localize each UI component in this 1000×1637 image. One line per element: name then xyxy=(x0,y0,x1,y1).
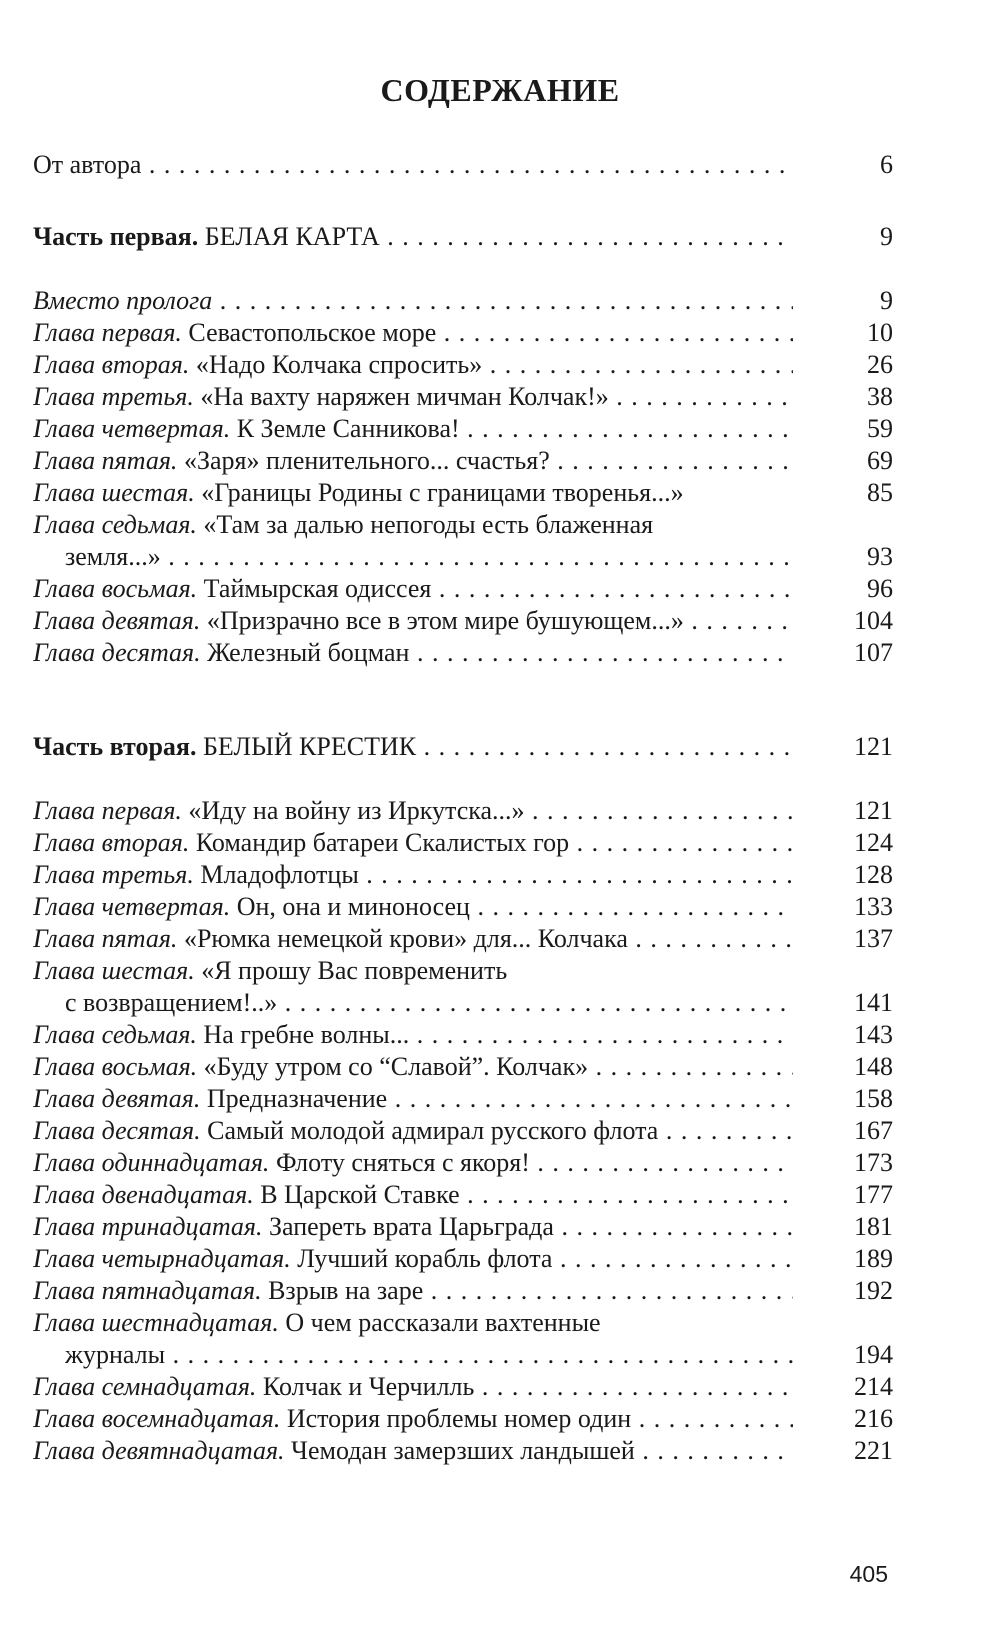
chapter-title: Флоту сняться с якоря! xyxy=(269,1148,530,1177)
chapter-title: земля...» xyxy=(65,542,161,571)
chapter-label: Глава четвертая. xyxy=(33,414,231,443)
page-number: 141 xyxy=(854,988,893,1017)
chapter-title: К Земле Санникова! xyxy=(230,414,460,443)
page-number: 133 xyxy=(854,892,893,921)
page-number: 124 xyxy=(854,828,893,857)
page-number: 85 xyxy=(867,478,893,507)
chapter-label: Глава четвертая. xyxy=(33,892,231,921)
toc-entry xyxy=(33,1434,893,1467)
toc-entry xyxy=(33,890,893,923)
toc-entry xyxy=(33,316,893,349)
chapter-label: Глава седьмая. xyxy=(33,510,197,539)
chapter-title: Самый молодой адмирал русского флота xyxy=(200,1116,659,1145)
toc-entry xyxy=(33,922,893,955)
toc-entry xyxy=(33,1018,893,1051)
toc-entry xyxy=(33,508,893,541)
chapter-title: «Буду утром со “Славой”. Колчак» xyxy=(197,1052,589,1081)
page-number: 216 xyxy=(854,1404,893,1433)
toc-entry xyxy=(33,858,893,891)
page-number: 9 xyxy=(880,222,893,251)
chapter-title: «Заря» пленительного... счастья? xyxy=(177,446,550,475)
page-title: СОДЕРЖАНИЕ xyxy=(380,72,620,108)
page-number: 121 xyxy=(854,796,893,825)
toc-entry xyxy=(33,1274,893,1307)
chapter-label: Глава восьмая. xyxy=(33,1052,198,1081)
part-title: БЕЛАЯ КАРТА xyxy=(198,222,380,251)
chapter-title: Железный боцман xyxy=(200,638,410,667)
toc-part-one xyxy=(33,220,893,253)
page-number: 93 xyxy=(867,542,893,571)
toc-entry-continuation xyxy=(33,986,893,1019)
chapter-title: Младофлотцы xyxy=(193,860,359,889)
page-number: 192 xyxy=(854,1276,893,1305)
chapter-label: Глава семнадцатая. xyxy=(33,1372,257,1401)
page-number: 173 xyxy=(854,1148,893,1177)
chapter-title: «Иду на войну из Иркутска...» xyxy=(181,796,525,825)
toc-entry xyxy=(33,1210,893,1243)
chapter-label: Глава шестая. xyxy=(33,956,195,985)
chapter-label: Глава седьмая. xyxy=(33,1020,197,1049)
chapter-label: Глава тринадцатая. xyxy=(33,1212,263,1241)
chapter-label: Глава первая. xyxy=(33,796,182,825)
part-label: Часть вторая. xyxy=(33,732,197,761)
page-number: 59 xyxy=(867,414,893,443)
chapter-label: Вместо пролога xyxy=(33,286,213,315)
page-number: 38 xyxy=(867,382,893,411)
page-number-footer: 405 xyxy=(849,1561,888,1587)
chapter-label: Глава пятая. xyxy=(33,924,178,953)
page-number: 128 xyxy=(854,860,893,889)
chapter-title: Предназначение xyxy=(200,1084,388,1113)
toc-entry xyxy=(33,1114,893,1147)
chapter-title: Колчак и Черчилль xyxy=(256,1372,475,1401)
chapter-label: Глава десятая. xyxy=(33,638,201,667)
chapter-label: Глава вторая. xyxy=(33,828,190,857)
chapter-title: Севастопольское море xyxy=(181,318,437,347)
chapter-label: Глава шестая. xyxy=(33,478,195,507)
chapter-title: Командир батареи Скалистых гор xyxy=(189,828,570,857)
part-title: БЕЛЫЙ КРЕСТИК xyxy=(196,732,417,761)
chapter-title: Таймырская одиссея xyxy=(197,574,432,603)
chapter-title: Лучший корабль флота xyxy=(290,1244,553,1273)
page-number: 26 xyxy=(867,350,893,379)
chapter-title: журналы xyxy=(65,1340,166,1369)
toc-entry xyxy=(33,794,893,827)
chapter-label: Глава восьмая. xyxy=(33,574,198,603)
chapter-title: Взрыв на заре xyxy=(261,1276,424,1305)
chapter-title: «Границы Родины с границами творенья...» xyxy=(194,478,684,507)
toc-entry xyxy=(33,380,893,413)
chapter-title: О чем рассказали вахтенные xyxy=(278,1308,601,1337)
chapter-label: Глава пятая. xyxy=(33,446,178,475)
chapter-title: «На вахту наряжен мичман Колчак!» xyxy=(193,382,609,411)
toc-entry xyxy=(33,412,893,445)
entry-title: От автора xyxy=(33,150,142,179)
page-number: 214 xyxy=(854,1372,893,1401)
page-number: 167 xyxy=(854,1116,893,1145)
toc-entry xyxy=(33,1402,893,1435)
page-number: 143 xyxy=(854,1020,893,1049)
chapter-label: Глава восемнадцатая. xyxy=(33,1404,281,1433)
toc-entry xyxy=(33,348,893,381)
chapter-label: Глава девятая. xyxy=(33,1084,201,1113)
chapter-label: Глава двенадцатая. xyxy=(33,1180,254,1209)
chapter-label: Глава одиннадцатая. xyxy=(33,1148,270,1177)
page-number: 148 xyxy=(854,1052,893,1081)
toc-entry xyxy=(33,1178,893,1211)
chapter-title: Запереть врата Царьграда xyxy=(262,1212,554,1241)
toc-entry xyxy=(33,572,893,605)
chapter-label: Глава третья. xyxy=(33,860,194,889)
chapter-label: Глава третья. xyxy=(33,382,194,411)
chapter-title: с возвращением!..» xyxy=(65,988,278,1017)
chapter-title: История проблемы номер один xyxy=(280,1404,632,1433)
page-number: 9 xyxy=(880,286,893,315)
chapter-title: В Царской Ставке xyxy=(253,1180,460,1209)
toc-entry-continuation xyxy=(33,1338,893,1371)
toc-entry xyxy=(33,636,893,669)
page-number: 177 xyxy=(854,1180,893,1209)
toc-entry-from-author xyxy=(33,148,893,181)
chapter-label: Глава шестнадцатая. xyxy=(33,1308,279,1337)
page-number: 137 xyxy=(854,924,893,953)
page-number: 69 xyxy=(867,446,893,475)
toc-entry xyxy=(33,284,893,317)
toc-entry xyxy=(33,1306,893,1339)
page-number: 104 xyxy=(854,606,893,635)
toc-entry-continuation xyxy=(33,540,893,573)
chapter-label: Глава четырнадцатая. xyxy=(33,1244,291,1273)
part-label: Часть первая. xyxy=(33,222,199,251)
chapter-title: «Надо Колчака спросить» xyxy=(189,350,483,379)
page-number: 181 xyxy=(854,1212,893,1241)
chapter-label: Глава девятая. xyxy=(33,606,201,635)
toc-entry xyxy=(33,826,893,859)
toc-entry xyxy=(33,1242,893,1275)
chapter-title: «Рюмка немецкой крови» для... Колчака xyxy=(177,924,628,953)
chapter-label: Глава девятнадцатая. xyxy=(33,1436,285,1465)
chapter-label: Глава первая. xyxy=(33,318,182,347)
page-number: 96 xyxy=(867,574,893,603)
chapter-title: На гребне волны... xyxy=(196,1020,410,1049)
toc-entry xyxy=(33,1370,893,1403)
toc-entry xyxy=(33,1146,893,1179)
toc-entry xyxy=(33,954,893,987)
chapter-title: Он, она и миноносец xyxy=(230,892,470,921)
page-number: 158 xyxy=(854,1084,893,1113)
chapter-title: «Я прошу Вас повременить xyxy=(194,956,508,985)
chapter-title: «Призрачно все в этом мире бушующем...» xyxy=(200,606,684,635)
page-number: 107 xyxy=(854,638,893,667)
toc-part-two xyxy=(33,730,893,763)
chapter-title: Чемодан замерзших ландышей xyxy=(284,1436,635,1465)
page-number: 189 xyxy=(854,1244,893,1273)
page-number: 221 xyxy=(854,1436,893,1465)
chapter-title: «Там за далью непогоды есть блаженная xyxy=(196,510,654,539)
chapter-label: Глава вторая. xyxy=(33,350,190,379)
page-number: 6 xyxy=(880,150,893,179)
page-number: 194 xyxy=(854,1340,893,1369)
chapter-label: Глава десятая. xyxy=(33,1116,201,1145)
page-number: 121 xyxy=(854,732,893,761)
page-number: 10 xyxy=(867,318,893,347)
toc-entry xyxy=(33,1082,893,1115)
toc-entry xyxy=(33,1050,893,1083)
toc-entry xyxy=(33,476,893,509)
toc-entry xyxy=(33,604,893,637)
toc-entry xyxy=(33,444,893,477)
chapter-label: Глава пятнадцатая. xyxy=(33,1276,262,1305)
